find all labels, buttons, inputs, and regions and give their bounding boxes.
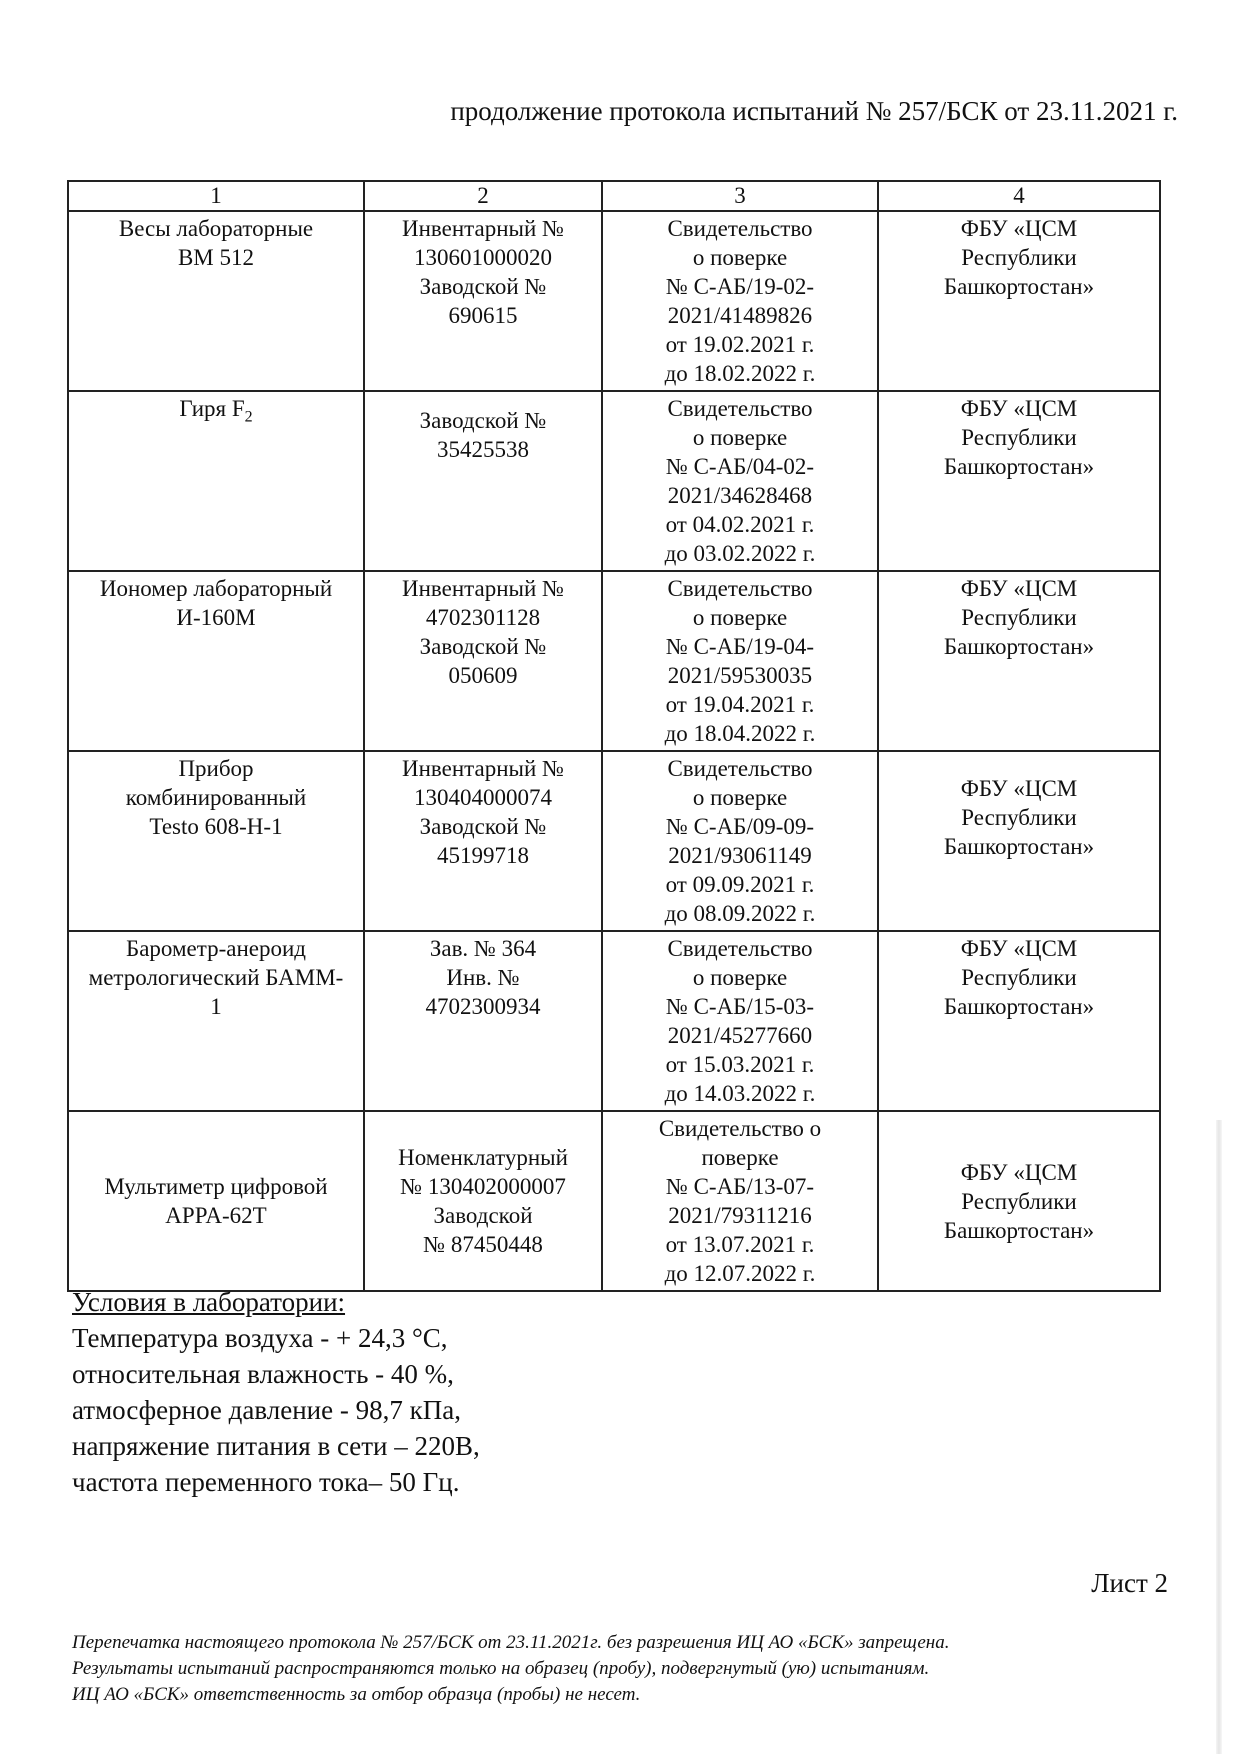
equipment-id-cell — [364, 1111, 602, 1291]
equipment-name-cell — [68, 751, 364, 931]
equipment-id-line: Инв. № — [446, 965, 520, 990]
organization-line: Башкортостан» — [943, 634, 1095, 659]
certificate-line: от 13.07.2021 г. — [665, 1232, 815, 1257]
certificate-line: 2021/59530035 — [667, 663, 813, 688]
certificate-line: 2021/41489826 — [667, 303, 813, 328]
equipment-id-line: 130404000074 — [414, 785, 552, 810]
organization-line: ФБУ «ЦСМ — [960, 396, 1078, 421]
certificate-line: Свидетельство — [667, 936, 813, 961]
organization-line: Башкортостан» — [943, 994, 1095, 1019]
certificate-line: до 08.09.2022 г. — [664, 901, 816, 926]
equipment-id-cell — [364, 211, 602, 391]
column-header-4: 4 — [878, 181, 1160, 211]
certificate-line: до 18.02.2022 г. — [664, 361, 816, 386]
certificate-cell — [602, 391, 878, 571]
equipment-id-line: Заводской № — [419, 408, 547, 433]
certificate-cell — [602, 1111, 878, 1291]
certificate-line: Свидетельство — [667, 756, 813, 781]
certificate-line: от 04.02.2021 г. — [665, 512, 815, 537]
certificate-line: № С-АБ/19-02- — [665, 274, 815, 299]
column-header-3: 3 — [602, 181, 878, 211]
table-row — [68, 931, 1160, 1111]
organization-line: Республики — [961, 425, 1077, 450]
certificate-cell — [602, 931, 878, 1111]
table-row — [68, 391, 1160, 571]
organization-cell — [878, 751, 1160, 931]
equipment-name-subscript: 2 — [244, 408, 253, 426]
equipment-id-line: № 87450448 — [423, 1232, 543, 1257]
organization-line: Башкортостан» — [943, 274, 1095, 299]
equipment-id-line: Инвентарный № — [402, 576, 564, 601]
table-row — [68, 571, 1160, 751]
equipment-id-cell — [364, 391, 602, 571]
organization-line: ФБУ «ЦСМ — [960, 776, 1078, 801]
organization-line: Республики — [961, 1188, 1077, 1214]
equipment-name-line: APPA-62T — [165, 1203, 267, 1228]
equipment-name-line: Testo 608-H-1 — [149, 814, 283, 839]
equipment-name-line: Прибор — [178, 756, 254, 781]
equipment-name-line: ВМ 512 — [177, 245, 255, 270]
equipment-name-line: Иономер лабораторный — [99, 576, 333, 601]
organization-line: Республики — [961, 965, 1077, 990]
organization-line: Башкортостан» — [943, 834, 1095, 859]
table-row — [68, 751, 1160, 931]
equipment-name-line: Барометр-анероид — [126, 936, 306, 961]
certificate-line: Свидетельство о — [658, 1116, 822, 1141]
lab-conditions-title: Условия в лаборатории: — [72, 1287, 346, 1317]
equipment-id-line: Зав. № 364 — [429, 936, 537, 961]
certificate-line: о поверке — [692, 245, 788, 270]
footer-notice — [72, 1630, 949, 1708]
certificate-line: поверке — [701, 1145, 779, 1170]
certificate-line: № С-АБ/15-03- — [665, 994, 815, 1019]
organization-cell — [878, 1111, 1160, 1291]
table-row — [68, 1111, 1160, 1291]
certificate-line: о поверке — [692, 425, 788, 450]
scan-edge-shadow — [1216, 1120, 1222, 1754]
equipment-name-cell — [68, 931, 364, 1111]
organization-line: Республики — [961, 805, 1077, 830]
organization-line: ФБУ «ЦСМ — [960, 1159, 1078, 1185]
equipment-id-cell — [364, 751, 602, 931]
lab-conditions — [72, 1284, 480, 1500]
equipment-id-line: Заводской № — [419, 274, 547, 299]
equipment-table — [67, 180, 1161, 1292]
organization-line: ФБУ «ЦСМ — [960, 576, 1078, 601]
certificate-cell — [602, 571, 878, 751]
organization-line: Республики — [961, 245, 1077, 270]
certificate-line: от 19.02.2021 г. — [665, 332, 815, 357]
equipment-id-line: Инвентарный № — [402, 756, 564, 781]
certificate-line: до 18.04.2022 г. — [664, 721, 816, 746]
organization-line: Республики — [961, 605, 1077, 630]
certificate-line: о поверке — [692, 605, 788, 630]
equipment-id-line: № 130402000007 — [400, 1174, 566, 1199]
lab-condition-frequency: частота переменного тока– 50 Гц. — [72, 1467, 460, 1497]
certificate-line: № С-АБ/19-04- — [665, 634, 815, 659]
lab-condition-pressure: атмосферное давление - 98,7 кПа, — [72, 1395, 461, 1425]
organization-cell — [878, 391, 1160, 571]
certificate-cell — [602, 751, 878, 931]
certificate-line: 2021/93061149 — [668, 843, 812, 868]
equipment-name-line: метрологический БАММ- — [88, 965, 344, 990]
equipment-name-line: 1 — [210, 994, 222, 1019]
footer-line: Результаты испытаний распространяются только на образец (пробу), подвергнутый (ую) испытаниям. — [72, 1658, 930, 1679]
certificate-line: № С-АБ/04-02- — [665, 454, 815, 479]
equipment-id-line: 4702301128 — [425, 605, 541, 630]
protocol-header: продолжение протокола испытаний № 257/БСК от 23.11.2021 г. — [450, 96, 1178, 126]
table-header-row — [68, 181, 1160, 211]
equipment-name-cell — [68, 391, 364, 571]
certificate-line: Свидетельство — [667, 396, 813, 421]
certificate-line: № С-АБ/13-07- — [665, 1174, 815, 1199]
certificate-line: 2021/45277660 — [667, 1023, 813, 1048]
organization-line: Башкортостан» — [943, 1217, 1095, 1243]
table-row — [68, 211, 1160, 391]
equipment-id-line: Заводской № — [419, 814, 547, 839]
footer-line: Перепечатка настоящего протокола № 257/БСК от 23.11.2021г. без разрешения ИЦ АО «БСК» запрещена. — [72, 1632, 950, 1653]
certificate-line: до 12.07.2022 г. — [664, 1261, 816, 1286]
certificate-line: Свидетельство — [667, 576, 813, 601]
column-header-2: 2 — [364, 181, 602, 211]
certificate-line: от 19.04.2021 г. — [665, 692, 815, 717]
certificate-line: 2021/34628468 — [667, 483, 813, 508]
equipment-name-cell — [68, 211, 364, 391]
certificate-line: от 09.09.2021 г. — [665, 872, 815, 897]
equipment-id-line: 050609 — [448, 663, 518, 688]
lab-condition-voltage: напряжение питания в сети – 220В, — [72, 1431, 480, 1461]
organization-line: ФБУ «ЦСМ — [960, 216, 1078, 241]
lab-condition-temperature: Температура воздуха - + 24,3 °С, — [72, 1323, 448, 1353]
equipment-id-line: Заводской — [433, 1203, 533, 1228]
certificate-line: от 15.03.2021 г. — [665, 1052, 815, 1077]
certificate-line: до 14.03.2022 г. — [664, 1081, 816, 1106]
equipment-id-line: 690615 — [448, 303, 518, 328]
equipment-name-cell — [68, 1111, 364, 1291]
equipment-name-line: И-160М — [176, 605, 256, 630]
certificate-line: о поверке — [692, 785, 788, 810]
organization-cell — [878, 931, 1160, 1111]
equipment-id-line: Инвентарный № — [402, 216, 564, 241]
equipment-name-main: Гиря F — [179, 396, 245, 421]
certificate-cell — [602, 211, 878, 391]
equipment-name-line: комбинированный — [125, 785, 307, 810]
footer-line: ИЦ АО «БСК» ответственность за отбор образца (пробы) не несет. — [72, 1684, 641, 1705]
certificate-line: о поверке — [692, 965, 788, 990]
organization-line: ФБУ «ЦСМ — [960, 936, 1078, 961]
column-header-1: 1 — [68, 181, 364, 211]
equipment-name-line — [77, 394, 355, 432]
equipment-id-line: 35425538 — [437, 437, 529, 462]
certificate-line: 2021/79311216 — [668, 1203, 812, 1228]
organization-cell — [878, 571, 1160, 751]
equipment-id-line: Номенклатурный — [398, 1145, 568, 1170]
equipment-id-line: Заводской № — [419, 634, 547, 659]
certificate-line: № С-АБ/09-09- — [665, 814, 815, 839]
equipment-name-line: Весы лабораторные — [118, 216, 314, 241]
equipment-id-cell — [364, 571, 602, 751]
equipment-id-line: 130601000020 — [414, 245, 552, 270]
equipment-name-cell — [68, 571, 364, 751]
certificate-line: до 03.02.2022 г. — [664, 541, 816, 566]
equipment-id-cell — [364, 931, 602, 1111]
certificate-line: Свидетельство — [667, 216, 813, 241]
sheet-number: Лист 2 — [1091, 1568, 1168, 1598]
organization-cell — [878, 211, 1160, 391]
equipment-name-line: Мультиметр цифровой — [104, 1174, 328, 1199]
lab-condition-humidity: относительная влажность - 40 %, — [72, 1359, 454, 1389]
organization-line: Башкортостан» — [943, 454, 1095, 479]
equipment-id-line: 45199718 — [437, 843, 529, 868]
equipment-id-line: 4702300934 — [425, 994, 541, 1019]
